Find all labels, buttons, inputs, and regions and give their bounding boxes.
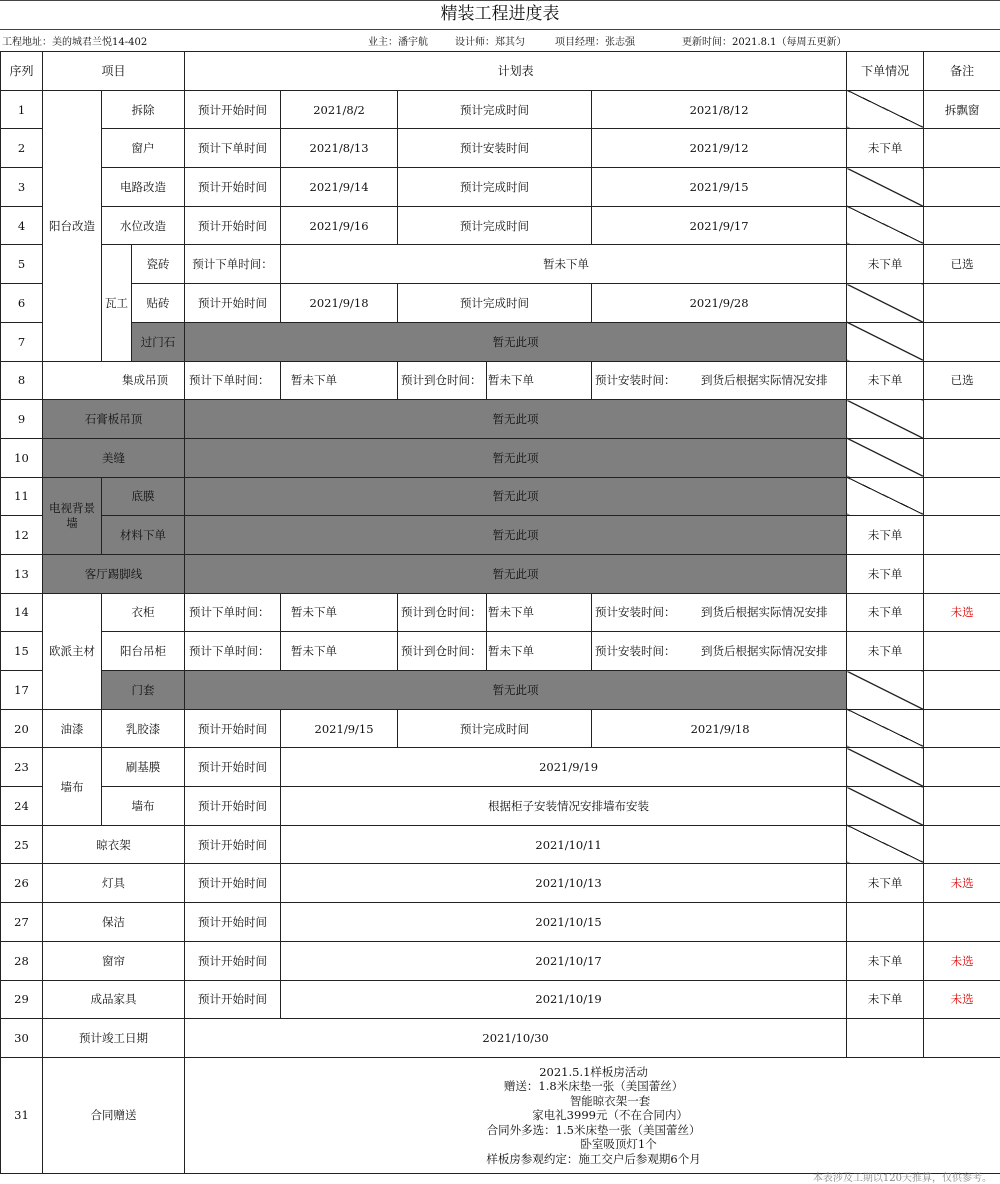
row-item: 衣柜 (102, 593, 185, 632)
header-item: 项目 (43, 52, 185, 91)
plan-date: 2021/10/17 (281, 941, 847, 980)
plan-cell (185, 361, 281, 400)
gift-details (185, 1057, 1000, 1173)
plan-label: 预计到仓时间： (401, 373, 482, 388)
table-row (1, 632, 1000, 671)
table-row (1, 90, 1000, 129)
row-note: 未选 (924, 864, 1000, 903)
plan-label: 预计开始时间 (185, 980, 281, 1019)
row-item: 底膜 (102, 477, 185, 516)
plan-date: 2021/10/15 (281, 903, 847, 942)
table-row (1, 206, 1000, 245)
row-note (924, 787, 1000, 826)
plan-date: 2021/9/14 (281, 168, 398, 207)
plan-label: 预计完成时间 (398, 709, 592, 748)
plan-label: 预计安装时间： (595, 373, 676, 388)
header-seq: 序列 (1, 52, 43, 91)
table-row (1, 554, 1000, 593)
plan-status: 暂未下单 (291, 605, 338, 620)
order-status-empty (847, 438, 924, 477)
row-seq: 9 (1, 400, 43, 439)
row-item: 石膏板吊顶 (43, 400, 185, 439)
row-item: 拆除 (102, 90, 185, 129)
row-item: 电路改造 (102, 168, 185, 207)
row-note: 已选 (924, 245, 1000, 284)
row-item: 保洁 (43, 903, 185, 942)
row-seq: 29 (1, 980, 43, 1019)
plan-label: 预计开始时间 (185, 787, 281, 826)
plan-status: 暂未下单 (291, 644, 338, 659)
plan-none: 暂无此项 (185, 438, 847, 477)
row-seq: 1 (1, 90, 43, 129)
order-status-empty (847, 709, 924, 748)
row-seq: 27 (1, 903, 43, 942)
table-row (1, 477, 1000, 516)
gift-line: 赠送：1.8米床垫一张（美国蕾丝） (503, 1079, 684, 1094)
plan-status: 暂未下单 (488, 373, 535, 388)
plan-date: 2021/10/19 (281, 980, 847, 1019)
table-row (1, 516, 1000, 555)
plan-date: 2021/9/12 (592, 129, 847, 168)
table-row (1, 903, 1000, 942)
row-note (924, 554, 1000, 593)
order-status: 未下单 (847, 129, 924, 168)
plan-date: 2021/9/19 (281, 748, 847, 787)
plan-label: 预计下单时间 (185, 129, 281, 168)
row-item: 灯具 (43, 864, 185, 903)
order-status-empty (847, 206, 924, 245)
plan-status: 到货后根据实际情况安排 (701, 644, 828, 659)
row-seq: 4 (1, 206, 43, 245)
plan-date: 2021/8/13 (281, 129, 398, 168)
plan-date: 2021/9/18 (281, 284, 398, 323)
row-seq: 14 (1, 593, 43, 632)
plan-cell (487, 593, 592, 632)
plan-date: 2021/9/28 (592, 284, 847, 323)
order-status-empty (847, 477, 924, 516)
row-seq: 30 (1, 1019, 43, 1058)
plan-date: 2021/9/16 (281, 206, 398, 245)
order-status (847, 1019, 924, 1058)
row-seq: 13 (1, 554, 43, 593)
plan-label: 预计到仓时间： (401, 644, 482, 659)
plan-label: 预计开始时间 (185, 825, 281, 864)
row-seq: 26 (1, 864, 43, 903)
plan-date: 2021/9/15 (592, 168, 847, 207)
plan-label: 预计完成时间 (398, 90, 592, 129)
project-manager: 项目经理：张志强 (555, 37, 635, 48)
plan-date: 2021/9/15 (281, 709, 398, 748)
table-row (1, 245, 1000, 284)
plan-cell (281, 361, 398, 400)
order-status: 未下单 (847, 245, 924, 284)
row-note (924, 632, 1000, 671)
row-seq: 31 (1, 1057, 43, 1173)
plan-label: 预计安装时间： (595, 644, 676, 659)
row-note (924, 903, 1000, 942)
plan-none: 暂无此项 (185, 554, 847, 593)
row-note (924, 748, 1000, 787)
row-note (924, 400, 1000, 439)
plan-status: 根据柜子安装情况安排墙布安装 (281, 787, 847, 826)
row-item: 乳胶漆 (102, 709, 185, 748)
owner-name: 业主：潘宇航 (368, 37, 428, 48)
plan-cell (592, 361, 847, 400)
plan-label: 预计下单时间： (189, 644, 270, 659)
row-seq: 12 (1, 516, 43, 555)
project-address: 工程地址：美的城君兰悦14-402 (2, 37, 148, 48)
gift-line: 样板房参观约定：施工交户后参观期6个月 (486, 1151, 701, 1166)
order-status-empty (847, 168, 924, 207)
plan-label: 预计开始时间 (185, 90, 281, 129)
row-seq: 5 (1, 245, 43, 284)
table-row (1, 593, 1000, 632)
header-note: 备注 (924, 52, 1000, 91)
plan-cell (281, 632, 398, 671)
row-item: 晾衣架 (43, 825, 185, 864)
row-seq: 3 (1, 168, 43, 207)
row-item: 窗户 (102, 129, 185, 168)
row-item: 合同赠送 (43, 1057, 185, 1173)
designer-name: 设计师：郑其匀 (455, 37, 525, 48)
plan-cell (185, 593, 281, 632)
table-row (1, 980, 1000, 1019)
plan-date: 2021/10/30 (185, 1019, 847, 1058)
sheet-title: 精装工程进度表 (0, 0, 1000, 30)
plan-cell (398, 593, 487, 632)
row-note: 未选 (924, 593, 1000, 632)
table-row (1, 1057, 1000, 1173)
row-item: 过门石 (132, 322, 185, 361)
row-item: 集成吊顶 (43, 361, 185, 400)
order-status-empty (847, 284, 924, 323)
row-item: 贴砖 (132, 284, 185, 323)
row-seq: 25 (1, 825, 43, 864)
plan-status: 到货后根据实际情况安排 (701, 605, 828, 620)
plan-label: 预计开始时间 (185, 168, 281, 207)
table-row (1, 1019, 1000, 1058)
plan-label: 预计下单时间： (185, 245, 281, 284)
order-status: 未下单 (847, 516, 924, 555)
plan-none: 暂无此项 (185, 516, 847, 555)
order-status: 未下单 (847, 864, 924, 903)
row-note (924, 1019, 1000, 1058)
plan-date: 2021/10/13 (281, 864, 847, 903)
schedule-table (0, 51, 1000, 1174)
order-status: 未下单 (847, 593, 924, 632)
group-balcony: 阳台改造 (43, 90, 102, 361)
table-row (1, 129, 1000, 168)
order-status-empty (847, 90, 924, 129)
order-status: 未下单 (847, 980, 924, 1019)
plan-cell (398, 361, 487, 400)
plan-status: 暂未下单 (291, 373, 338, 388)
plan-cell (487, 361, 592, 400)
table-row (1, 787, 1000, 826)
plan-cell (281, 593, 398, 632)
row-seq: 8 (1, 361, 43, 400)
row-note (924, 284, 1000, 323)
gift-line: 2021.5.1样板房活动 (539, 1064, 648, 1079)
row-note: 未选 (924, 980, 1000, 1019)
row-item: 刷基膜 (102, 748, 185, 787)
plan-label: 预计完成时间 (398, 206, 592, 245)
row-note (924, 516, 1000, 555)
order-status: 未下单 (847, 941, 924, 980)
plan-label: 预计下单时间： (189, 373, 270, 388)
table-row (1, 748, 1000, 787)
table-row (1, 709, 1000, 748)
plan-label: 预计开始时间 (185, 748, 281, 787)
row-item: 瓷砖 (132, 245, 185, 284)
plan-date: 2021/9/18 (592, 709, 847, 748)
plan-status: 暂未下单 (488, 644, 535, 659)
plan-none: 暂无此项 (185, 322, 847, 361)
plan-label: 预计开始时间 (185, 864, 281, 903)
row-note: 未选 (924, 941, 1000, 980)
plan-cell (398, 632, 487, 671)
plan-label: 预计完成时间 (398, 168, 592, 207)
table-row (1, 400, 1000, 439)
row-item: 门套 (102, 671, 185, 710)
plan-cell (185, 632, 281, 671)
plan-none: 暂无此项 (185, 477, 847, 516)
row-item: 窗帘 (43, 941, 185, 980)
row-seq: 11 (1, 477, 43, 516)
row-note (924, 671, 1000, 710)
row-seq: 20 (1, 709, 43, 748)
gift-line: 家电礼3999元（不在合同内） (532, 1108, 688, 1123)
update-time: 更新时间：2021.8.1（每周五更新） (682, 37, 847, 48)
plan-label: 预计到仓时间： (401, 605, 482, 620)
plan-cell (487, 632, 592, 671)
table-row (1, 438, 1000, 477)
plan-label: 预计安装时间 (398, 129, 592, 168)
order-status-empty (847, 322, 924, 361)
table-row (1, 671, 1000, 710)
plan-label: 预计开始时间 (185, 709, 281, 748)
plan-status: 到货后根据实际情况安排 (701, 373, 828, 388)
plan-label: 预计下单时间： (189, 605, 270, 620)
plan-date: 2021/9/17 (592, 206, 847, 245)
row-note (924, 477, 1000, 516)
row-note: 已选 (924, 361, 1000, 400)
row-note (924, 322, 1000, 361)
plan-label: 预计开始时间 (185, 941, 281, 980)
plan-cell (592, 593, 847, 632)
row-item: 材料下单 (102, 516, 185, 555)
plan-none: 暂无此项 (185, 671, 847, 710)
row-item: 客厅踢脚线 (43, 554, 185, 593)
plan-label: 预计开始时间 (185, 206, 281, 245)
plan-date: 2021/8/2 (281, 90, 398, 129)
plan-label: 预计完成时间 (398, 284, 592, 323)
order-status-empty (847, 787, 924, 826)
row-seq: 24 (1, 787, 43, 826)
group-tv-wall: 电视背景墙 (43, 477, 102, 554)
table-row (1, 168, 1000, 207)
row-note: 拆飘窗 (924, 90, 1000, 129)
plan-label: 预计开始时间 (185, 903, 281, 942)
plan-status: 暂未下单 (281, 245, 847, 284)
plan-none: 暂无此项 (185, 400, 847, 439)
row-note (924, 168, 1000, 207)
order-status-empty (847, 748, 924, 787)
row-seq: 2 (1, 129, 43, 168)
row-note (924, 206, 1000, 245)
order-status: 未下单 (847, 632, 924, 671)
row-item: 水位改造 (102, 206, 185, 245)
row-item: 成品家具 (43, 980, 185, 1019)
plan-label: 预计安装时间： (595, 605, 676, 620)
gift-line: 智能晾衣架一套 (569, 1093, 651, 1108)
group-wallcloth: 墙布 (43, 748, 102, 825)
group-paint: 油漆 (43, 709, 102, 748)
row-seq: 10 (1, 438, 43, 477)
gift-line: 卧室吸顶灯1个 (580, 1137, 657, 1152)
table-row (1, 825, 1000, 864)
row-note (924, 129, 1000, 168)
plan-date: 2021/10/11 (281, 825, 847, 864)
row-seq: 23 (1, 748, 43, 787)
row-seq: 15 (1, 632, 43, 671)
row-seq: 17 (1, 671, 43, 710)
order-status: 未下单 (847, 554, 924, 593)
row-note (924, 825, 1000, 864)
plan-status: 暂未下单 (488, 605, 535, 620)
row-item: 美缝 (43, 438, 185, 477)
row-seq: 7 (1, 322, 43, 361)
group-oupai: 欧派主材 (43, 593, 102, 709)
group-tile: 瓦工 (102, 245, 132, 361)
footer-note: 本表涉及工期以120天推算，仅供参考。 (812, 1173, 992, 1184)
row-item: 阳台吊柜 (102, 632, 185, 671)
plan-label: 预计开始时间 (185, 284, 281, 323)
order-status-empty (847, 400, 924, 439)
table-row (1, 361, 1000, 400)
plan-cell (592, 632, 847, 671)
gift-line: 合同外多选：1.5米床垫一张（美国蕾丝） (486, 1122, 701, 1137)
row-seq: 28 (1, 941, 43, 980)
header-plan: 计划表 (185, 52, 847, 91)
table-row (1, 941, 1000, 980)
row-seq: 6 (1, 284, 43, 323)
row-item: 预计竣工日期 (43, 1019, 185, 1058)
table-row (1, 322, 1000, 361)
order-status-empty (847, 825, 924, 864)
row-note (924, 709, 1000, 748)
header-row (1, 52, 1000, 91)
order-status-empty (847, 671, 924, 710)
table-row (1, 284, 1000, 323)
order-status: 未下单 (847, 361, 924, 400)
header-order: 下单情况 (847, 52, 924, 91)
row-note (924, 438, 1000, 477)
order-status (847, 903, 924, 942)
table-row (1, 864, 1000, 903)
plan-date: 2021/8/12 (592, 90, 847, 129)
row-item: 墙布 (102, 787, 185, 826)
